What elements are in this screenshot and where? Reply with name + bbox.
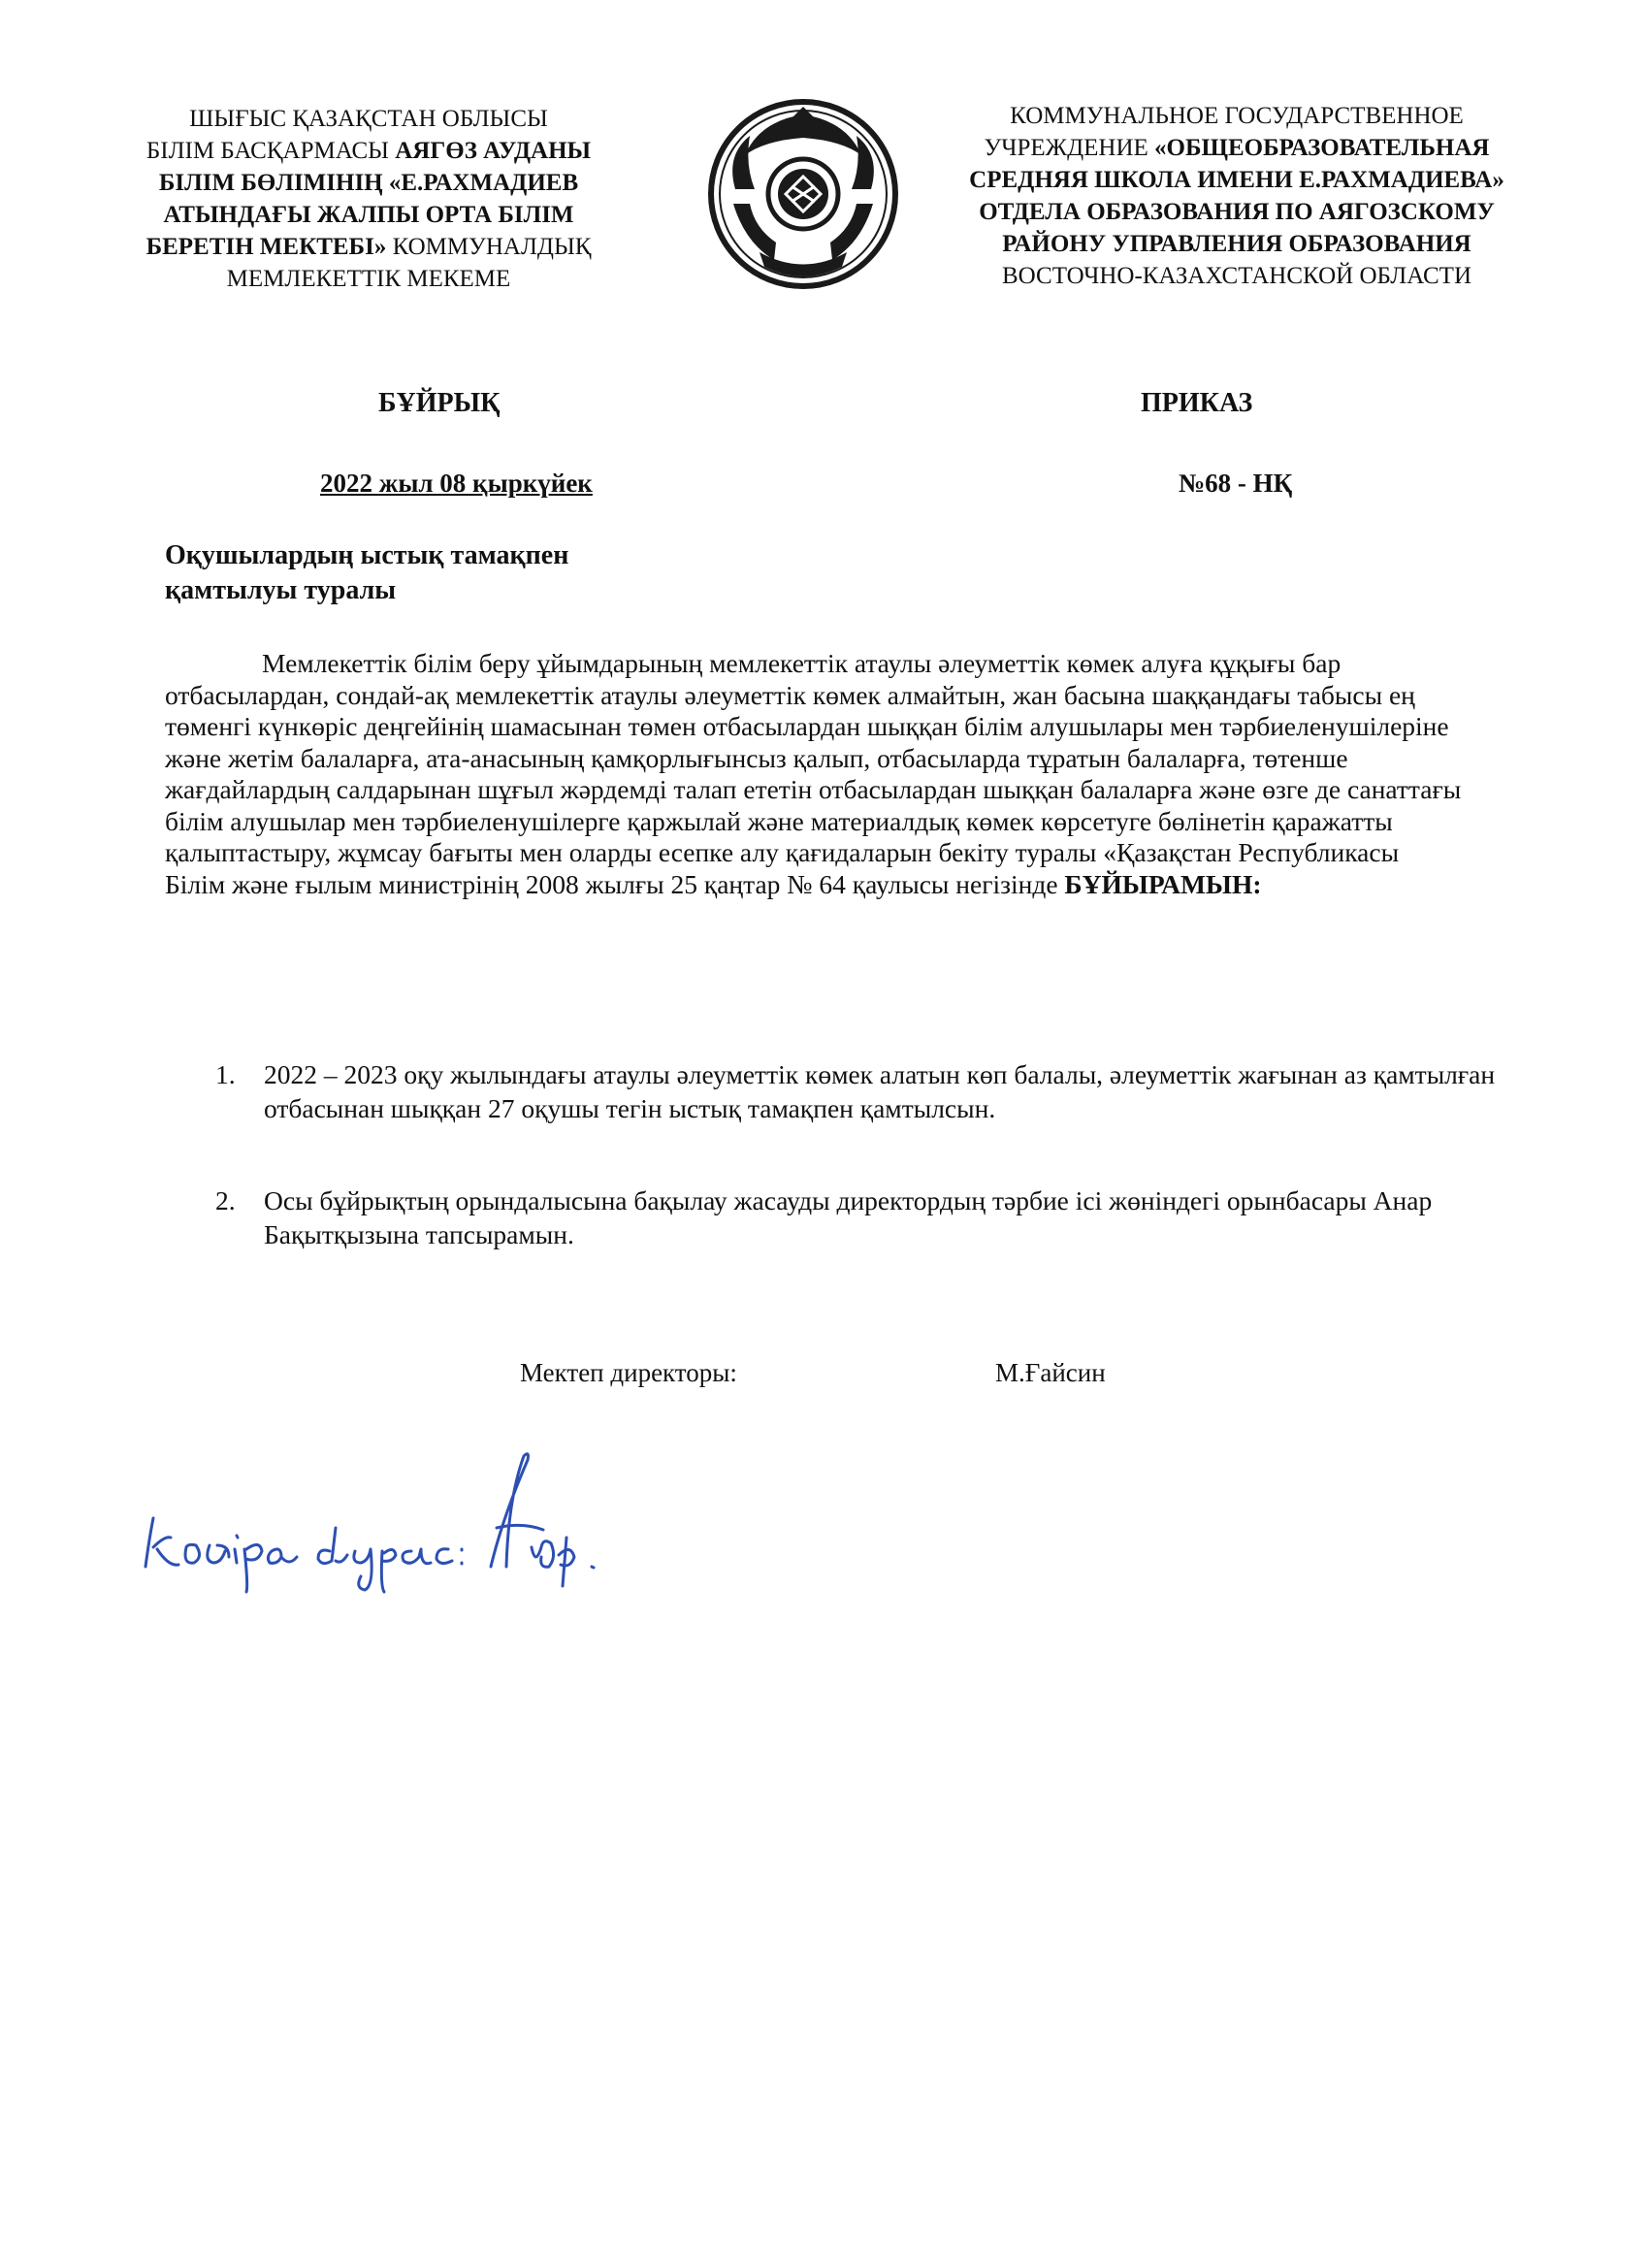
header-ru-line2-normal: УЧРЕЖДЕНИЕ (984, 135, 1155, 161)
body-text: Мемлекеттік білім беру ұйымдарының мемлекеттік атаулы әлеуметтік көмек алуға құқығы бар отбасылардан, сондай-ақ мемлекеттік атаулы әлеуметтік көмек алмайтын, жан басына шаққандағы табысы ең төменгі күнкөріс деңгейінің шамасынан төмен отбасылардан шыққан білім алушылары мен тәрбиеленушілеріне және жетім балаларға, ата-анасының қамқорлығынсыз қалып, отбасыларда тұратын балаларға, төтенше жағдайлардың салдарынан шұғыл жәрдемді талап ететін отбасылардан шыққан балаларға және өзге де санаттағы білім алушылар мен тәрбиеленушілерге қаржылай және материалдық көмек көрсетуге бөлінетін қаражатты қалыптастыру, жұмсау бағыты мен оларды есепке алу қағидаларын бекіту туралы «Қазақстан Республикасы Білім және ғылым министрінің 2008 жылғы 25 қаңтар № 64 қаулысы негізінде (165, 648, 1462, 899)
order-title-russian: ПРИКАЗ (1141, 388, 1253, 418)
header-kz-line4-bold: АТЫНДАҒЫ ЖАЛПЫ ОРТА БІЛІМ (163, 202, 574, 228)
list-item (215, 1057, 1505, 1125)
header-kazakh (107, 103, 630, 295)
header-kz-line3 (107, 167, 630, 199)
header-ru-line2-bold: «ОБЩЕОБРАЗОВАТЕЛЬНАЯ (1154, 135, 1490, 161)
order-title-kazakh: БҰЙРЫҚ (378, 388, 501, 418)
header-kz-line1: ШЫҒЫС ҚАЗАҚСТАН ОБЛЫСЫ (189, 106, 548, 132)
header-kz-line2-bold: АЯГӨЗ АУДАНЫ (395, 138, 592, 164)
order-list (215, 1057, 1505, 1310)
header-kz-line5-bold: БЕРЕТІН МЕКТЕБІ» (146, 234, 387, 260)
header-kz-line5 (107, 231, 630, 263)
list-item-text: 2022 – 2023 оқу жылындағы атаулы әлеуметтік көмек алатын көп балалы, әлеуметтік жағынан аз қамтылған отбасынан шыққан 27 оқушы тегін ыстық тамақпен қамтылсын. (264, 1059, 1496, 1123)
header-kz-line3-bold: БІЛІМ БӨЛІМІНІҢ «Е.РАХМАДИЕВ (158, 170, 579, 196)
order-number: №68 - НҚ (1179, 469, 1293, 498)
signer-title: Мектеп директоры: (520, 1358, 737, 1387)
header-ru-line5-bold: РАЙОНУ УПРАВЛЕНИЯ ОБРАЗОВАНИЯ (1002, 231, 1471, 257)
list-item-number: 2. (215, 1185, 236, 1215)
list-item-number: 1. (215, 1059, 236, 1089)
body-emphasis: БҰЙЫРАМЫН: (1064, 868, 1262, 899)
header-ru-line3 (922, 164, 1552, 196)
signer-name: М.Ғайсин (995, 1358, 1106, 1387)
header-ru-line2 (922, 132, 1552, 164)
handwritten-note-strokes (146, 1454, 594, 1592)
handwritten-certification (136, 1421, 679, 1596)
header-kz-line4 (107, 199, 630, 231)
header-ru-line6: ВОСТОЧНО-КАЗАХСТАНСКОЙ ОБЛАСТИ (1002, 263, 1471, 289)
header-ru-line1: КОММУНАЛЬНОЕ ГОСУДАРСТВЕННОЕ (1010, 103, 1464, 129)
header-kz-line2 (107, 135, 630, 167)
order-date: 2022 жыл 08 қыркүйек (320, 469, 593, 498)
state-emblem-icon (706, 97, 900, 291)
list-item (215, 1183, 1505, 1251)
header-russian (922, 100, 1552, 292)
header-kz-line5-normal: КОММУНАЛДЫҚ (386, 234, 592, 260)
header-ru-line4-bold: ОТДЕЛА ОБРАЗОВАНИЯ ПО АЯГОЗСКОМУ (979, 199, 1495, 225)
list-item-text: Осы бұйрықтың орындалысына бақылау жасауды директордың тәрбие ісі жөніндегі орынбасары Анар Бақытқызына тапсырамын. (264, 1185, 1433, 1249)
header-ru-line3-bold: СРЕДНЯЯ ШКОЛА ИМЕНИ Е.РАХМАДИЕВА» (969, 167, 1504, 193)
header-kz-line6: МЕМЛЕКЕТТІК МЕКЕМЕ (226, 266, 511, 292)
header-ru-line4 (922, 196, 1552, 228)
subject-line1: Оқушылардың ыстық тамақпен (165, 540, 569, 570)
subject-line2: қамтылуы туралы (165, 575, 397, 605)
order-subject (165, 538, 708, 608)
header-kz-line2-normal: БІЛІМ БАСҚАРМАСЫ (146, 138, 396, 164)
order-body-paragraph (165, 648, 1465, 900)
header-ru-line5 (922, 228, 1552, 260)
